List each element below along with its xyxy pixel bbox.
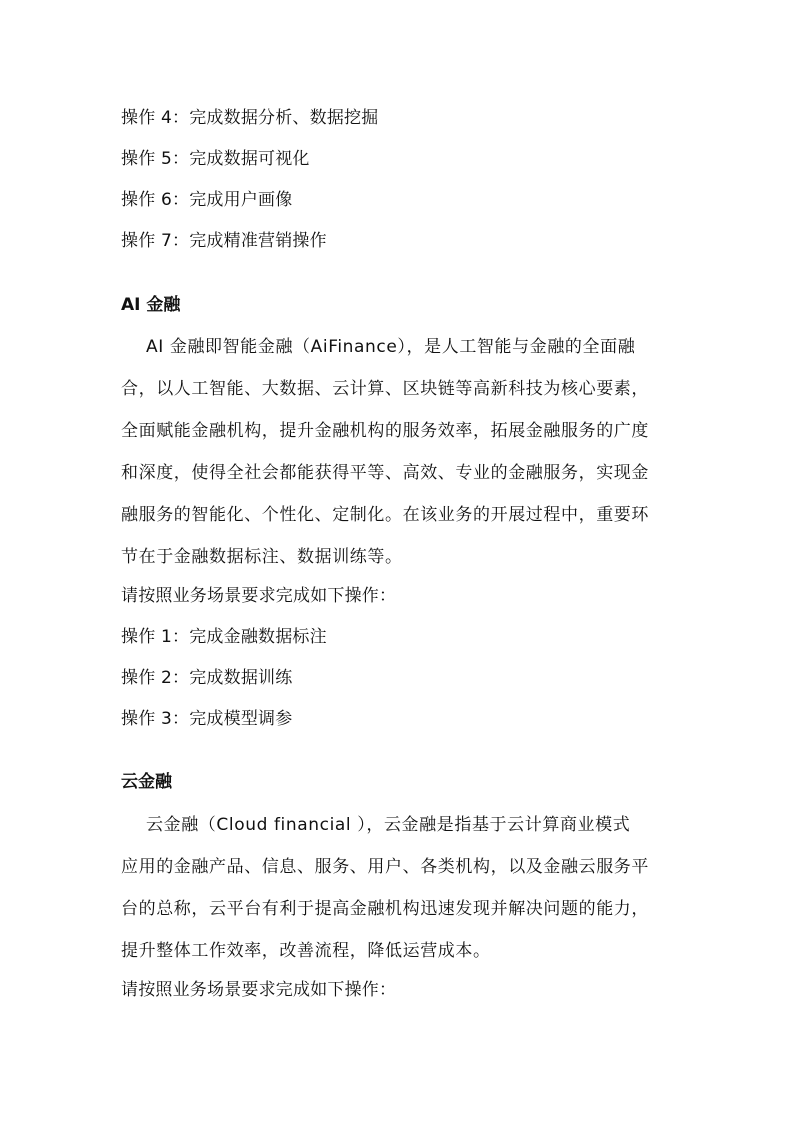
operation-item: 操作 7：完成精准营销操作 xyxy=(121,231,327,251)
operation-item: 操作 3：完成模型调参 xyxy=(121,709,293,729)
section-heading-ai-finance: AI 金融 xyxy=(121,295,181,315)
paragraph-line: 台的总称，云平台有利于提高金融机构迅速发现并解决问题的能力， xyxy=(121,899,649,919)
section-heading-cloud-finance: 云金融 xyxy=(121,772,172,792)
operation-item: 操作 5：完成数据可视化 xyxy=(121,149,310,169)
paragraph-line: 节在于金融数据标注、数据训练等。 xyxy=(121,547,403,567)
operation-item: 操作 2：完成数据训练 xyxy=(121,668,293,688)
paragraph-line: 和深度，使得全社会都能获得平等、高效、专业的金融服务，实现金 xyxy=(121,463,649,483)
paragraph-line: AI 金融即智能金融（AiFinance），是人工智能与金融的全面融 xyxy=(146,337,636,357)
paragraph-line: 合，以人工智能、大数据、云计算、区块链等高新科技为核心要素， xyxy=(121,379,649,399)
instruction-text: 请按照业务场景要求完成如下操作： xyxy=(121,586,397,606)
paragraph-line: 应用的金融产品、信息、服务、用户、各类机构，以及金融云服务平 xyxy=(121,857,649,877)
instruction-text: 请按照业务场景要求完成如下操作： xyxy=(121,980,397,1000)
operation-item: 操作 6：完成用户画像 xyxy=(121,190,293,210)
paragraph-line: 融服务的智能化、个性化、定制化。在该业务的开展过程中，重要环 xyxy=(121,505,649,525)
paragraph-line: 全面赋能金融机构，提升金融机构的服务效率，拓展金融服务的广度 xyxy=(121,421,649,441)
operation-item: 操作 4：完成数据分析、数据挖掘 xyxy=(121,108,379,128)
operation-item: 操作 1：完成金融数据标注 xyxy=(121,627,327,647)
paragraph-line: 云金融（Cloud financial ），云金融是指基于云计算商业模式 xyxy=(146,815,631,835)
paragraph-line: 提升整体工作效率，改善流程，降低运营成本。 xyxy=(121,941,491,961)
